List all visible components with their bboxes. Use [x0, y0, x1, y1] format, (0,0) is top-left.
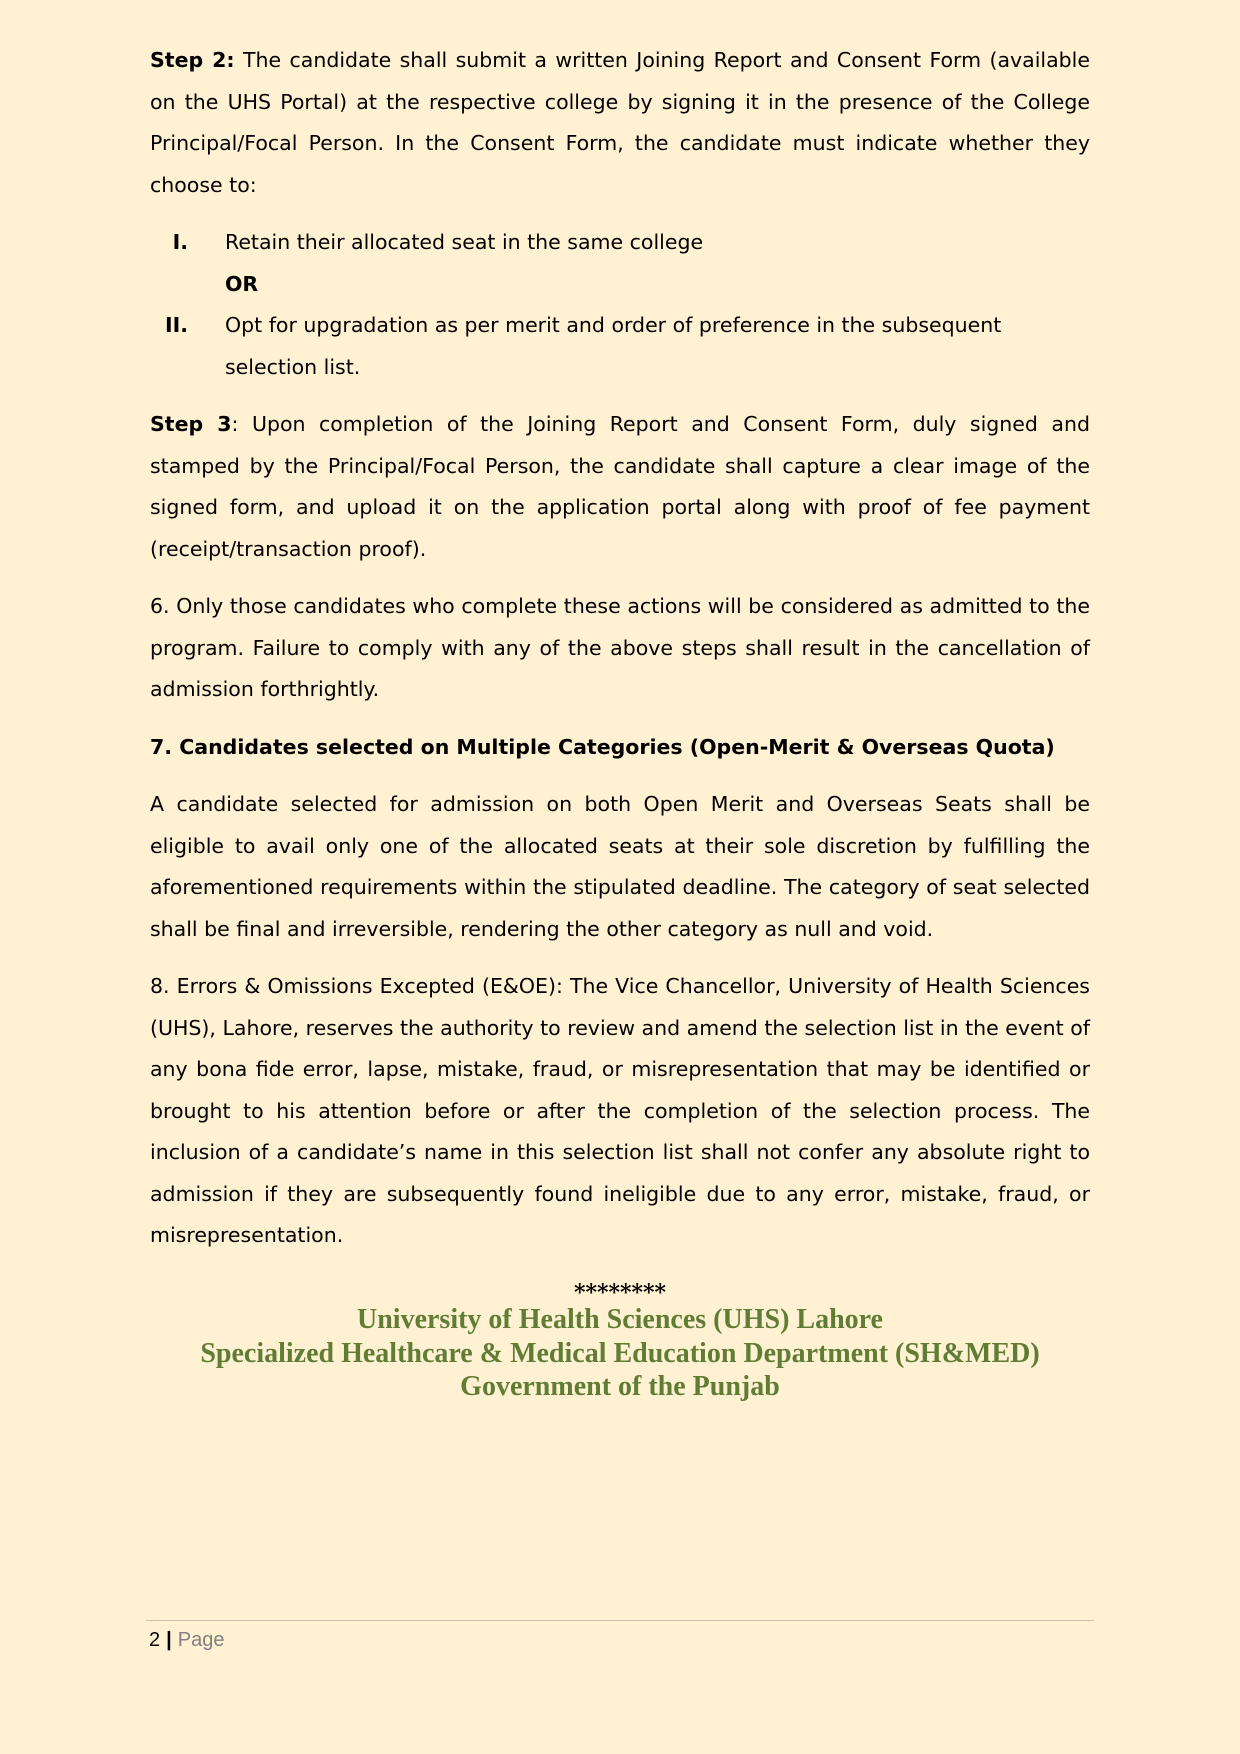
section-divider-stars: ********	[573, 1279, 667, 1306]
consent-options-list	[150, 222, 1090, 388]
page-footer	[149, 1626, 224, 1654]
paragraph-6: 6. Only those candidates who complete these actions will be considered as admitted to the program. Failure to comply with any of the above steps shall result in the cancellation of admission forthrightly.	[150, 594, 1090, 701]
footer-divider	[146, 1620, 1094, 1621]
authority-line-1: University of Health Sciences (UHS) Lahore	[357, 1304, 883, 1335]
or-label: OR	[225, 271, 259, 296]
authority-line-2: Specialized Healthcare & Medical Education Department (SH&MED)	[200, 1337, 1040, 1369]
document-body	[150, 40, 1090, 1313]
page-label: Page	[177, 1629, 225, 1651]
step3-label: Step 3	[150, 412, 232, 436]
step2-paragraph	[150, 40, 1090, 206]
page-separator: |	[166, 1629, 172, 1651]
step3-text: : Upon completion of the Joining Report and Consent Form, duly signed and stamped by the Principal/Focal Person, the candidate shall capture a clear image of the signed form, and upload it on the application portal along with proof of fee payment (receipt/transaction proof).	[150, 412, 1090, 561]
authority-line-3: Government of the Punjab	[460, 1371, 780, 1402]
step2-label: Step 2:	[150, 48, 235, 72]
list-item-text: Opt for upgradation as per merit and order of preference in the subsequent selection list.	[225, 313, 1002, 379]
section-7-heading: 7. Candidates selected on Multiple Categories (Open-Merit & Overseas Quota)	[150, 734, 1055, 759]
list-item	[150, 222, 1090, 264]
step3-paragraph	[150, 404, 1090, 570]
list-item	[150, 305, 1090, 388]
step2-text: The candidate shall submit a written Joining Report and Consent Form (available on the UHS Portal) at the respective college by signing it in the presence of the College Principal/Focal Person. In the Consent Form, the candidate must indicate whether they choose to:	[150, 48, 1090, 197]
paragraph-7: A candidate selected for admission on both Open Merit and Overseas Seats shall be eligible to avail only one of the allocated seats at their sole discretion by fulfilling the aforementioned requirements within the stipulated deadline. The category of seat selected shall be final and irreversible, rendering the other category as null and void.	[150, 792, 1090, 941]
list-item-text: Retain their allocated seat in the same college	[225, 230, 704, 254]
issuing-authority-block	[0, 1303, 1240, 1404]
paragraph-8: 8. Errors & Omissions Excepted (E&OE): The Vice Chancellor, University of Health Sciences (UHS), Lahore, reserves the authority to review and amend the selection list in the event of any bona fide error, lapse, mistake, fraud, or misrepresentation that may be identified or brought to his attention before or after the completion of the selection process. The inclusion of a candidate’s name in this selection list shall not confer any absolute right to admission if they are subsequently found ineligible due to any error, mistake, fraud, or misrepresentation.	[150, 974, 1090, 1247]
list-item-number: II.	[164, 313, 188, 337]
page-number: 2	[149, 1629, 161, 1651]
list-item-number: I.	[172, 230, 188, 254]
